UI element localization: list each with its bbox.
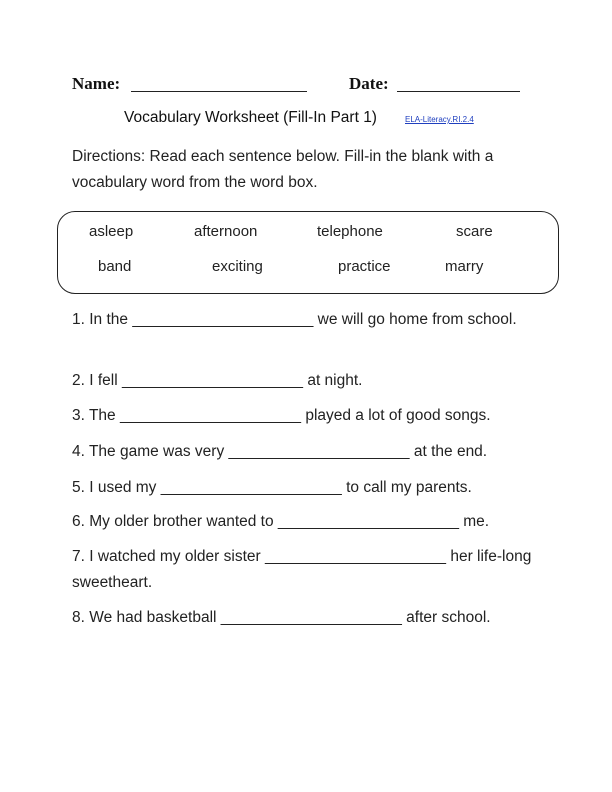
question-text: to call my parents. <box>346 479 472 496</box>
answer-blank[interactable]: _____________________ <box>220 609 402 626</box>
question-4 <box>72 439 542 465</box>
question-text: her life-long sweetheart. <box>72 548 532 591</box>
answer-blank[interactable]: _____________________ <box>277 513 459 530</box>
question-5 <box>72 475 542 501</box>
word-box-word: marry <box>445 258 484 275</box>
name-field[interactable] <box>131 91 307 92</box>
question-6 <box>72 509 542 535</box>
answer-blank[interactable]: _____________________ <box>132 311 314 328</box>
name-label: Name: <box>72 74 121 93</box>
question-text: 2. I fell <box>72 372 118 389</box>
question-8 <box>72 605 542 631</box>
standard-link[interactable]: ELA-Literacy.RI.2.4 <box>405 115 474 124</box>
answer-blank[interactable]: _____________________ <box>119 407 302 424</box>
question-2 <box>72 368 542 394</box>
date-field[interactable] <box>397 91 520 92</box>
question-text: at night. <box>307 372 363 389</box>
question-text: 8. We had basketball <box>72 609 217 626</box>
word-box-word: afternoon <box>194 223 258 240</box>
word-box-word: band <box>98 258 132 275</box>
word-box-word: exciting <box>212 258 263 275</box>
question-text: played a lot of good songs. <box>305 407 491 424</box>
question-text: at the end. <box>413 443 488 460</box>
word-box-word: scare <box>456 223 493 240</box>
answer-blank[interactable]: _____________________ <box>264 548 447 565</box>
word-box-word: telephone <box>317 223 383 240</box>
question-text: me. <box>463 513 490 530</box>
question-text: 3. The <box>72 407 116 424</box>
word-box-word: practice <box>338 258 391 275</box>
word-box-word: asleep <box>89 223 134 240</box>
worksheet-title: Vocabulary Worksheet (Fill-In Part 1) <box>124 109 377 126</box>
question-text: 4. The game was very <box>72 443 225 460</box>
question-text: 1. In the <box>72 311 129 328</box>
question-7 <box>72 544 542 596</box>
question-text: 6. My older brother wanted to <box>72 513 274 530</box>
answer-blank[interactable]: _____________________ <box>160 479 342 496</box>
question-1 <box>72 307 542 333</box>
answer-blank[interactable]: _____________________ <box>121 372 304 389</box>
date-label: Date: <box>349 74 389 93</box>
question-3 <box>72 403 542 429</box>
question-text: after school. <box>406 609 491 626</box>
answer-blank[interactable]: _____________________ <box>228 443 410 460</box>
directions-text: Directions: Read each sentence below. Fill-in the blank with a vocabulary word from the word box. <box>72 148 494 191</box>
question-text: 5. I used my <box>72 479 157 496</box>
question-text: 7. I watched my older sister <box>72 548 261 565</box>
question-text: we will go home from school. <box>317 311 517 328</box>
